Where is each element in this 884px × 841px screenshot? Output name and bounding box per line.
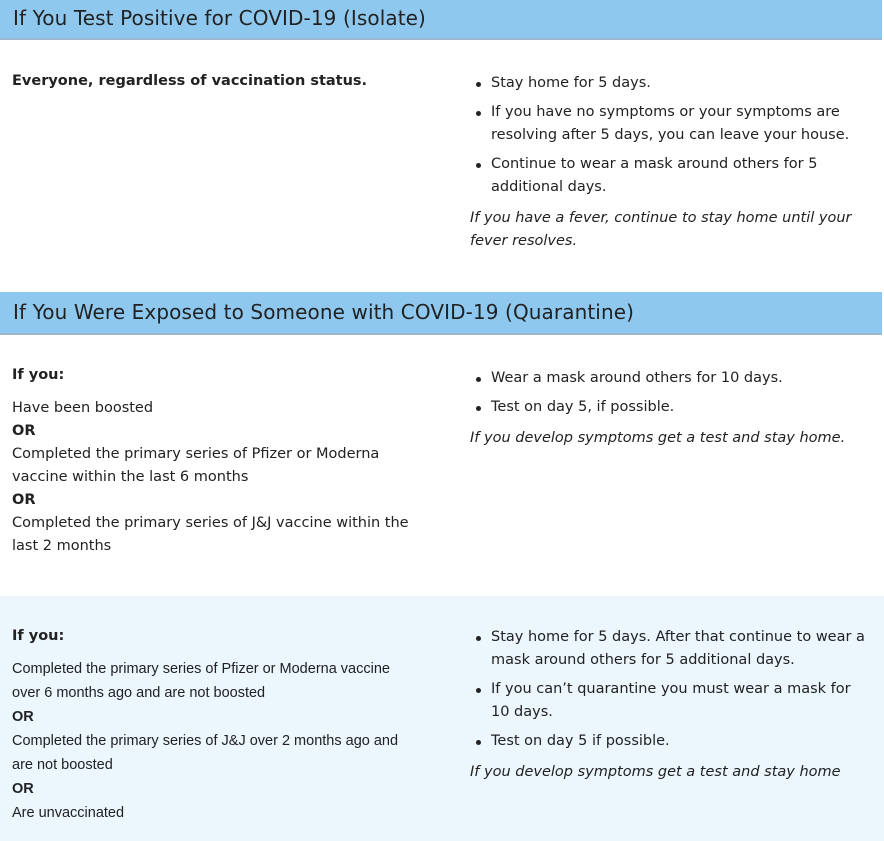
group2-conditions (12, 628, 412, 825)
group1-condition: Completed the primary series of J&J vaccine within the last 2 months (12, 515, 409, 554)
or-separator: OR (12, 492, 36, 508)
quarantine-group2-panel (0, 596, 884, 841)
group1-bullet-list (470, 367, 870, 419)
group1-conditions (12, 367, 412, 558)
group1-instructions (470, 367, 870, 450)
list-item: Test on day 5 if possible. (470, 730, 870, 753)
quarantine-header (0, 292, 882, 335)
or-separator: OR (12, 781, 34, 797)
group1-condition: Have been boosted (12, 400, 154, 416)
or-separator: OR (12, 709, 34, 725)
group1-lead: If you: (12, 367, 65, 383)
group2-condition: Completed the primary series of Pfizer or Moderna vaccine over 6 months ago and are not boosted (12, 661, 390, 701)
isolate-bullet-list (470, 72, 870, 199)
or-separator: OR (12, 423, 36, 439)
group2-bullet-list (470, 626, 870, 753)
isolate-audience: Everyone, regardless of vaccination status. (12, 73, 368, 89)
group1-condition: Completed the primary series of Pfizer or Moderna vaccine within the last 6 months (12, 446, 380, 485)
list-item: Wear a mask around others for 10 days. (470, 367, 870, 390)
isolate-header (0, 0, 882, 40)
list-item: Test on day 5, if possible. (470, 396, 870, 419)
list-item: Stay home for 5 days. (470, 72, 870, 95)
quarantine-group1-panel (0, 335, 884, 596)
group2-condition: Are unvaccinated (12, 805, 125, 821)
quarantine-title: If You Were Exposed to Someone with COVID-19 (Quarantine) (13, 300, 635, 324)
isolate-title: If You Test Positive for COVID-19 (Isolate) (13, 6, 426, 30)
group2-instructions (470, 626, 870, 784)
group2-lead: If you: (12, 628, 65, 644)
list-item: Continue to wear a mask around others for 5 additional days. (470, 153, 870, 199)
list-item: Stay home for 5 days. After that continue to wear a mask around others for 5 additional days. (470, 626, 870, 672)
isolate-panel (0, 42, 884, 290)
isolate-note: If you have a fever, continue to stay home until your fever resolves. (470, 210, 852, 249)
list-item: If you have no symptoms or your symptoms are resolving after 5 days, you can leave your house. (470, 101, 870, 147)
group1-note: If you develop symptoms get a test and stay home. (470, 430, 846, 446)
isolate-instructions (470, 72, 870, 253)
group2-condition: Completed the primary series of J&J over 2 months ago and are not boosted (12, 733, 399, 773)
group2-note: If you develop symptoms get a test and stay home (470, 764, 841, 780)
list-item: If you can’t quarantine you must wear a mask for 10 days. (470, 678, 870, 724)
